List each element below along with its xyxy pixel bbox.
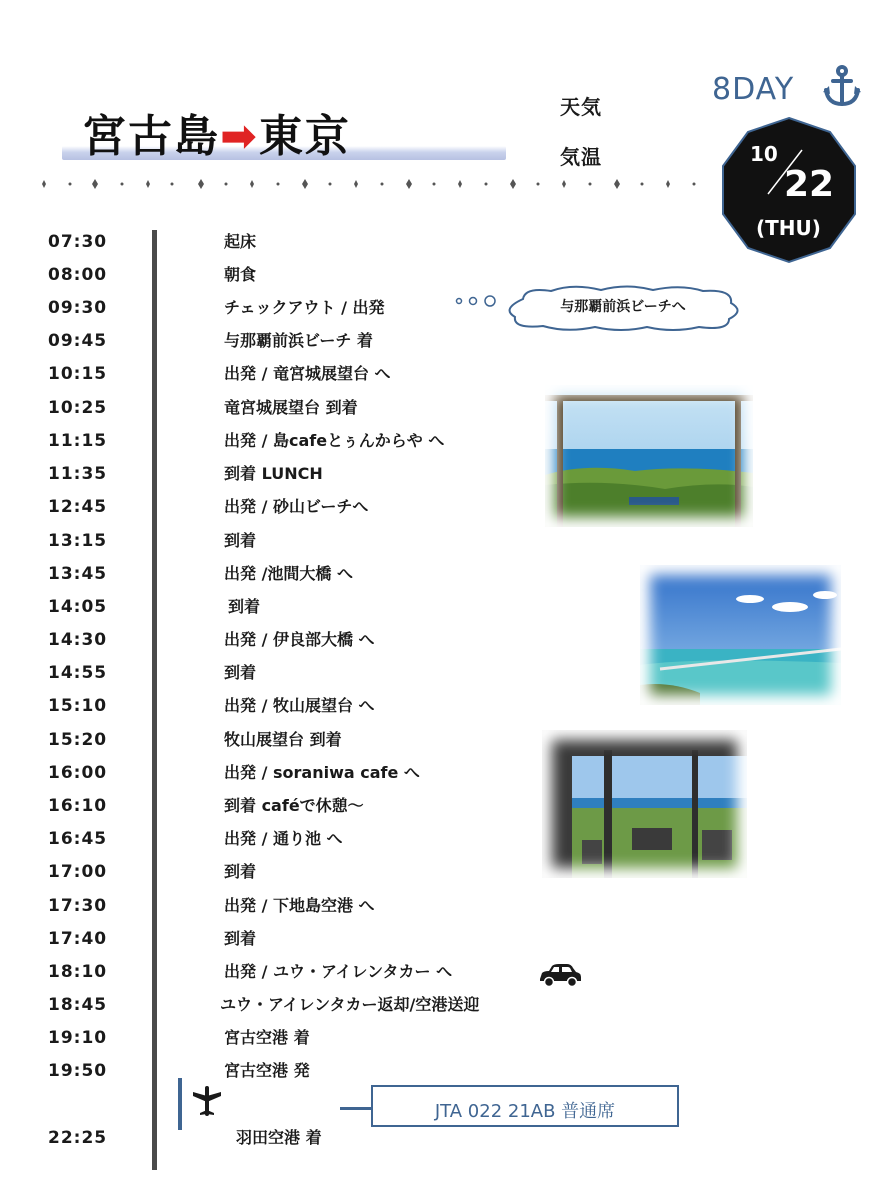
date-weekday: (THU) <box>756 216 821 240</box>
schedule-event: 出発 / 砂山ビーチへ <box>224 497 369 516</box>
schedule-event: 出発 / 伊良部大橋 へ <box>224 630 375 649</box>
schedule-time: 15:20 <box>48 730 108 750</box>
schedule-time: 12:45 <box>48 497 108 517</box>
schedule-event: 出発 / 牧山展望台 へ <box>224 696 375 715</box>
schedule-event: 宮古空港 発 <box>224 1061 310 1080</box>
day-label: 8DAY <box>712 72 795 107</box>
schedule-time: 17:30 <box>48 896 108 916</box>
schedule-event: 竜宮城展望台 到着 <box>224 398 358 417</box>
schedule-event: 到着 caféで休憩〜 <box>224 796 364 815</box>
title-block <box>62 98 506 162</box>
schedule-event: ユウ・アイレンタカー返却/空港送迎 <box>220 995 480 1014</box>
schedule-time: 18:45 <box>48 995 108 1015</box>
schedule-time: 14:30 <box>48 630 108 650</box>
weather-label: 天気 <box>560 95 602 119</box>
anchor-icon <box>822 64 862 108</box>
schedule-time: 13:15 <box>48 531 108 551</box>
photo-bridge <box>640 565 841 705</box>
page-title <box>82 100 351 164</box>
flight-info-text: JTA 022 21AB 普通席 <box>434 1101 616 1122</box>
photo-cafe-terrace <box>542 730 747 878</box>
schedule-time: 14:55 <box>48 663 108 683</box>
schedule-time: 13:45 <box>48 564 108 584</box>
schedule-time: 11:35 <box>48 464 108 484</box>
airplane-icon <box>192 1084 222 1118</box>
title-destination: 東京 <box>258 111 351 162</box>
flight-connector-line <box>340 1107 372 1110</box>
schedule-time: 22:25 <box>48 1128 108 1148</box>
schedule-event: 到着 <box>228 597 261 616</box>
thought-dots <box>455 293 505 309</box>
schedule-time: 16:45 <box>48 829 108 849</box>
photo-ocean-viewpoint <box>545 385 753 527</box>
schedule-event: 宮古空港 着 <box>224 1028 310 1047</box>
schedule-time: 17:40 <box>48 929 108 949</box>
schedule-time: 11:15 <box>48 431 108 451</box>
schedule-time: 18:10 <box>48 962 108 982</box>
date-day: 22 <box>784 164 835 205</box>
schedule-time: 16:10 <box>48 796 108 816</box>
schedule-event: 到着 <box>224 663 257 682</box>
schedule-event: 到着 <box>224 862 257 881</box>
schedule-time: 17:00 <box>48 862 108 882</box>
schedule-event: チェックアウト / 出発 <box>224 298 385 317</box>
thought-bubble <box>503 285 743 331</box>
date-month: 10 <box>750 142 778 166</box>
schedule-time: 10:25 <box>48 398 108 418</box>
schedule-event: 出発 / 通り池 へ <box>224 829 343 848</box>
red-arrow-icon: ➡ <box>220 111 259 162</box>
schedule-event: 牧山展望台 到着 <box>224 730 342 749</box>
schedule-event: 到着 <box>224 531 257 550</box>
temperature-label: 気温 <box>560 145 602 169</box>
schedule-event: 出発 / ユウ・アイレンタカー へ <box>224 962 453 981</box>
schedule-time: 09:30 <box>48 298 108 318</box>
schedule-time: 09:45 <box>48 331 108 351</box>
schedule-time: 19:50 <box>48 1061 108 1081</box>
photo-cafe-terrace-image <box>542 730 747 878</box>
car-icon <box>537 962 583 988</box>
schedule-time: 14:05 <box>48 597 108 617</box>
schedule-event: 到着 <box>224 929 257 948</box>
schedule-event: 出発 / 島cafeとぅんからや へ <box>224 431 445 450</box>
schedule-event: 到着 LUNCH <box>224 464 323 483</box>
schedule-event: 与那覇前浜ビーチ 着 <box>224 331 373 350</box>
schedule-event: 起床 <box>224 232 257 251</box>
schedule-time: 15:10 <box>48 696 108 716</box>
date-badge <box>718 116 860 264</box>
schedule-event: 羽田空港 着 <box>236 1128 322 1147</box>
schedule-event: 出発 / 竜宮城展望台 へ <box>224 364 391 383</box>
photo-bridge-image <box>640 565 841 705</box>
flight-bracket <box>178 1078 182 1130</box>
title-origin: 宮古島 <box>82 111 220 162</box>
timeline-bar <box>152 230 157 1170</box>
photo-ocean-viewpoint-image <box>545 385 753 527</box>
schedule-event: 出発 /池間大橋 へ <box>224 564 353 583</box>
schedule-event: 出発 / soraniwa cafe へ <box>224 763 420 782</box>
schedule-event: 朝食 <box>224 265 257 284</box>
schedule-time: 07:30 <box>48 232 108 252</box>
thought-bubble-text: 与那覇前浜ビーチへ <box>560 299 686 315</box>
schedule-time: 10:15 <box>48 364 108 384</box>
schedule-time: 08:00 <box>48 265 108 285</box>
schedule-time: 19:10 <box>48 1028 108 1048</box>
star-divider <box>30 174 710 194</box>
schedule-event: 出発 / 下地島空港 へ <box>224 896 375 915</box>
flight-info-box <box>371 1085 679 1127</box>
schedule-time: 16:00 <box>48 763 108 783</box>
